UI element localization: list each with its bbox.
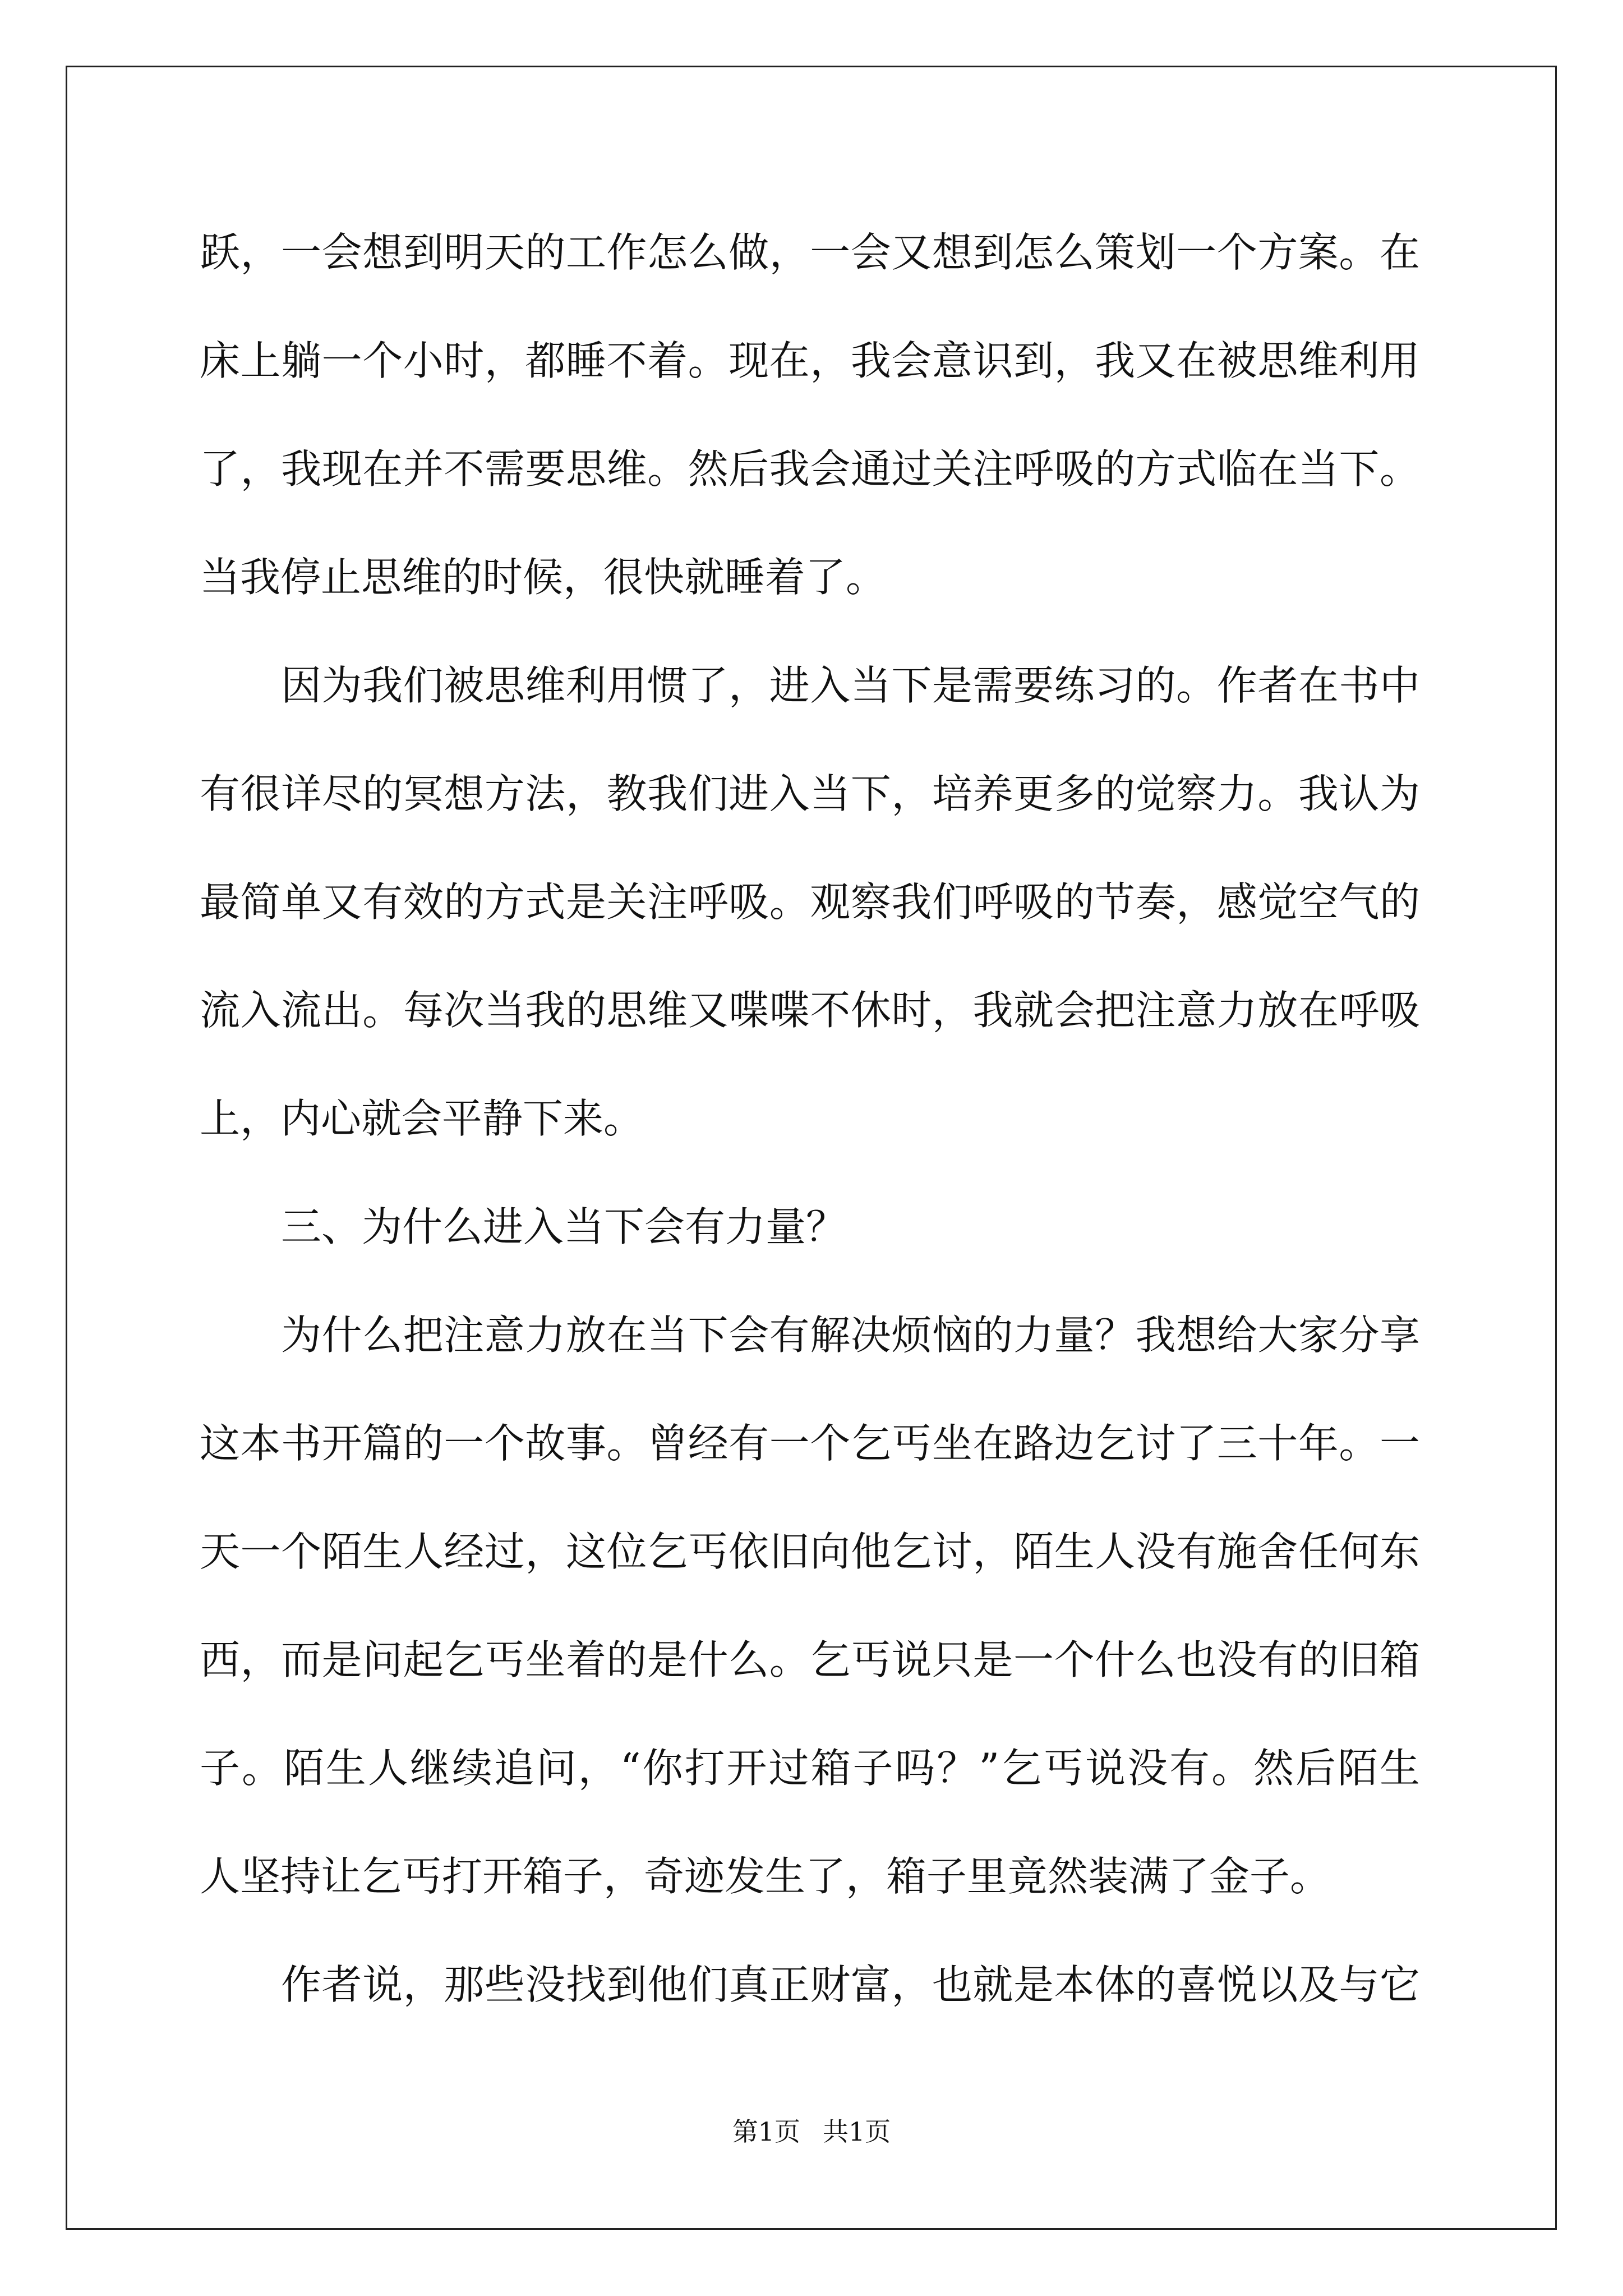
text-line: 人坚持让乞丐打开箱子，奇迹发生了，箱子里竟然装满了金子。	[200, 1853, 1331, 1900]
text-line: 了，我现在并不需要思维。然后我会通过关注呼吸的方式临在当下。	[200, 445, 1420, 493]
text-line: 为什么把注意力放在当下会有解决烦恼的力量？我想给大家分享	[281, 1312, 1420, 1359]
text-line: 子。陌生人继续追问，“你打开过箱子吗？”乞丐说没有。然后陌生	[200, 1745, 1420, 1792]
page-total: 共1页	[823, 2116, 891, 2147]
text-line: 这本书开篇的一个故事。曾经有一个乞丐坐在路边乞讨了三十年。一	[200, 1420, 1420, 1467]
text-line: 流入流出。每次当我的思维又喋喋不休时，我就会把注意力放在呼吸	[200, 987, 1420, 1034]
text-line: 跃，一会想到明天的工作怎么做，一会又想到怎么策划一个方案。在	[200, 229, 1420, 276]
text-line: 有很详尽的冥想方法，教我们进入当下，培养更多的觉察力。我认为	[200, 770, 1420, 817]
document-body	[200, 219, 1420, 2059]
text-line: 西，而是问起乞丐坐着的是什么。乞丐说只是一个什么也没有的旧箱	[200, 1636, 1420, 1683]
text-line: 当我停止思维的时候，很快就睡着了。	[200, 554, 887, 601]
section-heading: 三、为什么进入当下会有力量？	[281, 1203, 847, 1250]
text-line: 床上躺一个小时，都睡不着。现在，我会意识到，我又在被思维利用	[200, 337, 1420, 384]
text-line: 因为我们被思维利用惯了，进入当下是需要练习的。作者在书中	[281, 662, 1420, 709]
text-line: 最简单又有效的方式是关注呼吸。观察我们呼吸的节奏，感觉空气的	[200, 878, 1420, 926]
text-line: 天一个陌生人经过，这位乞丐依旧向他乞讨，陌生人没有施舍任何东	[200, 1528, 1420, 1575]
text-line: 上，内心就会平静下来。	[200, 1095, 644, 1142]
page-footer	[0, 2115, 1623, 2148]
text-line: 作者说，那些没找到他们真正财富，也就是本体的喜悦以及与它	[281, 1961, 1420, 2008]
page-number: 第1页	[732, 2116, 800, 2147]
